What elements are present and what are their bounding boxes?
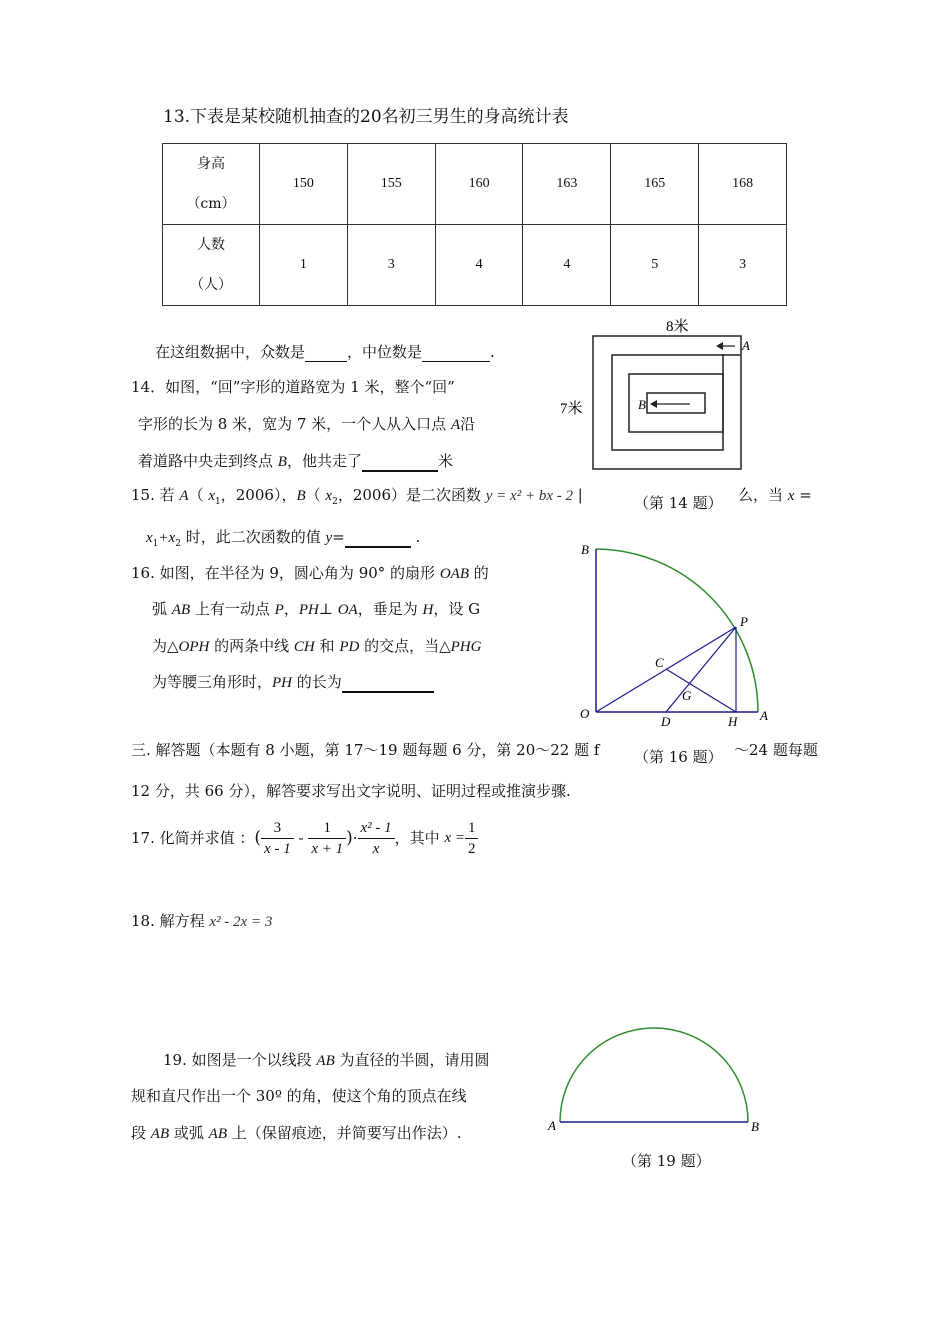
q13-answer-part1: 在这组数据中，众数是 [155,343,306,361]
q17-paren-close: ) [346,828,353,848]
q17-f2-den: x + 1 [311,841,344,857]
table-row [163,144,787,225]
q14-line2-text: 字形的长为 8 米，宽为 7 米，一个人从入口点 [138,415,451,433]
mode-answer-blank[interactable] [305,343,347,362]
q17-minus: - [293,829,309,847]
q16-answer-blank[interactable] [342,673,434,693]
table-row [163,225,787,306]
q17-expression [131,818,478,859]
q14-line2 [138,415,475,434]
table-cell: 1 [260,225,348,306]
q16-seg-ph: PH [298,602,319,618]
section3-line1: 三. 解答题（本题有 8 小题，第 17～19 题每题 6 分，第 20～22 题 f [131,741,600,759]
entry-arrow-icon [716,342,723,350]
q16-seg-pd: PD [339,639,360,655]
table-cell: 165 [611,144,699,225]
q16-seg-ph: PH [272,675,293,691]
label-a: A [760,708,768,723]
label-b: B [751,1119,759,1134]
q16-text: 的长为 [292,673,342,691]
q18-equation: x² - 2x = 3 [209,914,273,930]
q16-triangle-phg: PHG [450,639,482,655]
label-c: C [655,655,664,670]
table-cell: 160 [435,144,523,225]
q15-sub1: 1 [152,539,159,549]
q16-text: 16. 如图，在半径为 9，圆心角为 90° 的扇形 [131,564,440,582]
label-p: P [740,614,748,629]
q19-text: 上（保留痕迹，并简要写出作法）. [226,1124,462,1142]
q19-text: 段 [131,1124,151,1142]
q19-line3 [131,1124,462,1143]
q17-paren-open: ( [254,828,262,848]
q13-answer-line [155,343,495,362]
q14-answer-blank[interactable] [362,452,438,472]
label-a: A [548,1118,556,1133]
q19-figure [540,1025,775,1140]
table-cell: 4 [435,225,523,306]
q15-var-x: x [787,488,795,504]
table-cell: 155 [347,144,435,225]
q19-seg-ab: AB [150,1126,170,1142]
section3-line2: 12 分，共 66 分），解答要求写出文字说明、证明过程或推演步骤. [131,782,571,800]
q15-sub2: 2 [332,497,338,507]
figure-label-b: B [638,397,646,412]
q16-text: ，垂足为 [357,600,423,618]
end-arrow-icon [650,400,657,408]
q17-f4-den: 2 [467,841,476,857]
q17-fraction-2 [308,818,346,859]
q19-seg-ab: AB [316,1053,335,1069]
q17-dot: · [352,829,358,847]
label-g: G [682,688,692,703]
q15-sub1: 1 [215,497,221,507]
q17-fraction-4 [465,818,479,859]
q15-text: （ [188,486,209,504]
q16-seg-oa: OA [337,602,358,618]
q14-point-a: A [450,417,461,433]
q16-text: ，设 G [433,600,481,618]
q16-sector-oab: OAB [439,566,469,582]
q15-plus-x2: +x [158,530,176,546]
q14-line1: 14．如图，“回”字形的道路宽为 1 米，整个“回” [131,378,455,396]
q18-line [131,912,272,931]
q16-text: 为△ [152,637,179,655]
table-header-height [163,144,260,225]
median-answer-blank[interactable] [422,343,490,362]
median-ch [666,669,736,712]
table-cell: 5 [611,225,699,306]
q18-label: 18. 解方程 [131,912,210,930]
table-cell: 168 [699,144,787,225]
q15-answer-blank[interactable] [345,528,411,548]
table-cell: 3 [699,225,787,306]
q16-text: 的两条中线 [209,637,294,655]
q16-figure [572,540,792,735]
q14-line3 [138,452,453,472]
q14-line3-mid: ，他共走了 [286,452,362,470]
q16-text: ⊥ [318,600,338,618]
q14-figure [560,312,760,477]
q16-text: 的交点，当△ [359,637,451,655]
q19-line2: 规和直尺作出一个 30º 的角，使这个角的顶点在线 [131,1087,467,1105]
q15-text: = [794,486,812,504]
q16-line2 [152,600,480,619]
q16-arc-ab: AB [171,602,191,618]
q16-text: 和 [314,637,340,655]
q15-text: 15. 若 [131,486,180,504]
q16-text: 为等腰三角形时， [152,673,273,691]
q16-line3 [152,637,481,656]
figure-label-a: A [742,338,750,353]
figure-label-7m: 7米 [560,401,583,417]
q15-line1 [131,486,583,508]
figure-label-8m: 8米 [666,319,689,335]
height-stats-table [162,143,787,306]
table-cell: 163 [523,144,611,225]
q13-title: 13.下表是某校随机抽查的20名初三男生的身高统计表 [163,107,569,127]
q13-answer-part3: . [490,343,495,361]
q14-caption: （第 14 题） [634,494,723,512]
q15-point-b: B [296,488,306,504]
q15-sub2: 2 [175,539,181,549]
q16-text: 弧 [152,600,172,618]
q13-answer-part2: ，中位数是 [347,343,423,361]
table-cell: 3 [347,225,435,306]
q19-text: 或弧 [169,1124,209,1142]
table-header-height-line2: （cm） [186,196,236,212]
q15-text: = [332,528,345,546]
label-o: O [580,706,590,721]
q15-x1: x [208,488,216,504]
second-ring [612,354,741,450]
q19-caption: （第 19 题） [622,1152,711,1170]
semicircle-arc [560,1028,748,1122]
q15-text: 时，此二次函数的值 [180,528,326,546]
q17-f2-num: 1 [308,818,346,839]
q16-triangle-oph: OPH [178,639,210,655]
q15-text: 么，当 [738,486,788,504]
q19-arc-ab: AB [208,1126,227,1142]
q19-text: 为直径的半圆，请用圆 [334,1051,490,1069]
q17-f1-den: x - 1 [264,841,291,857]
table-header-count-line1: 人数 [197,237,225,253]
q19-text: 19. 如图是一个以线段 [163,1051,317,1069]
q16-line4 [152,673,434,693]
q14-point-b: B [277,454,287,470]
q15-line2 [146,528,420,550]
section3-line1-tail: ～24 题每题 [734,741,818,759]
q14-line2-end: 沿 [460,415,476,433]
q17-label: 17. 化简并求值 ： [131,829,255,847]
outer-rectangle [593,336,741,469]
q17-x-eq: x = [444,830,465,846]
q15-text: . [410,528,421,546]
q17-fraction-1 [261,818,294,859]
table-header-count [163,225,260,306]
q16-point-h: H [422,602,434,618]
q15-text: | [572,486,583,504]
q14-line3-text: 着道路中央走到终点 [138,452,278,470]
q19-line1 [163,1051,490,1070]
q17-f3-den: x [372,841,380,857]
table-header-height-line1: 身高 [197,156,225,172]
q14-line3-unit: 米 [437,452,453,470]
median-pd [666,627,736,712]
table-header-count-line2: （人） [190,277,232,293]
q16-point-p: P [274,602,284,618]
q17-f3-num: x² - 1 [358,818,395,839]
q15-point-a: A [179,488,189,504]
q15-text: （ [305,486,326,504]
q15-x2: x [325,488,333,504]
label-h: H [728,714,738,729]
q15-text: ，2006）， [220,486,297,504]
q15-var-y: y [325,530,333,546]
q16-caption: （第 16 题） [634,748,723,766]
label-d: D [661,714,671,729]
q17-f1-num: 3 [261,818,294,839]
table-cell: 150 [260,144,348,225]
q16-line1 [131,564,489,583]
q15-formula: y = x² + bx - 2 [485,488,573,504]
q15-line1-tail [738,486,812,505]
q17-f4-num: 1 [465,818,479,839]
q16-seg-ch: CH [293,639,315,655]
label-b: B [581,542,589,557]
q15-x1: x [146,530,153,546]
q17-where: ，其中 [394,829,445,847]
q16-text: ， [283,600,299,618]
q15-text: ，2006）是二次函数 [337,486,486,504]
q17-fraction-3 [358,818,395,859]
q16-text: 上有一动点 [190,600,275,618]
table-cell: 4 [523,225,611,306]
q16-text: 的 [469,564,489,582]
